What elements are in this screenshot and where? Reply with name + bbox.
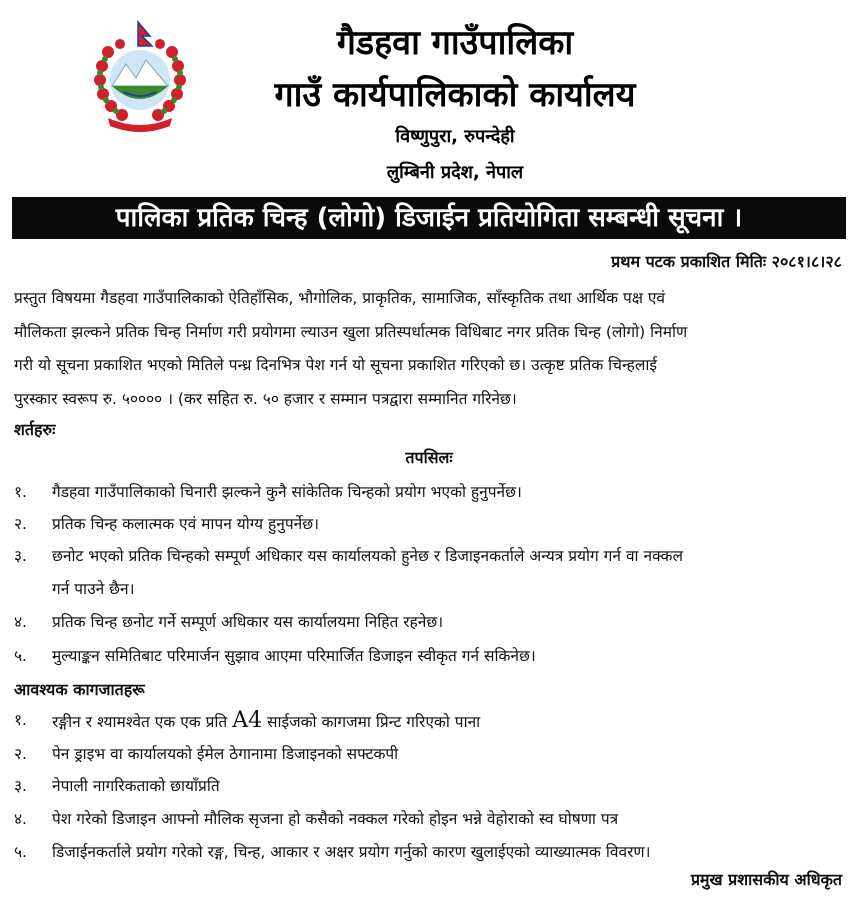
notice-title-banner: पालिका प्रतिक चिन्ह (लोगो) डिजाईन प्रतियोगिता सम्बन्धी सूचना ।: [12, 197, 846, 239]
paper-size: A4: [232, 708, 263, 733]
list-number: ३.: [14, 777, 27, 795]
list-number: १.: [14, 483, 27, 501]
intro-line: मौलिकता झल्कने प्रतिक चिन्ह निर्माण गरी प्रयोगमा ल्याउन खुला प्रतिस्पर्धात्मक विधिबाट नगर प्रतिक चिन्ह (लोगो) निर्माण: [14, 322, 688, 341]
document-text-part: साईजको कागजमा प्रिन्ट गरिएको पाना: [262, 713, 481, 731]
condition-text-continued: गर्न पाउने छैन।: [52, 580, 135, 598]
condition-text: प्रतिक चिन्ह छनोट गर्ने सम्पूर्ण अधिकार यस कार्यालयमा निहित रहनेछ।: [52, 613, 444, 631]
document-text: [52, 704, 844, 739]
office-name: गाउँ कार्यपालिकाको कार्यालय: [274, 75, 636, 115]
document-text: डिजाईनकर्ताले प्रयोग गरेको रङ्ग, चिन्ह, आकार र अक्षर प्रयोग गर्नुको कारण खुलाईएको व्याख्यात्मक विवरण।: [52, 843, 651, 861]
intro-paragraph: [14, 282, 844, 416]
intro-line: गरी यो सूचना प्रकाशित भएको मितिले पन्ध्र दिनभित्र पेश गर्न यो सूचना प्रकाशित गरिएको छ। उत्कृष्ट प्रतिक चिन्हलाई: [14, 356, 658, 374]
condition-text: छनोट भएको प्रतिक चिन्हको सम्पूर्ण अधिकार यस कार्यालयको हुनेछ र डिजाइनकर्ताले अन्यत्र प्रयोग गर्न वा नक्कल: [52, 547, 683, 565]
signature-title: प्रमुख प्रशासकीय अधिकृत: [690, 870, 842, 889]
condition-text: प्रतिक चिन्ह कलात्मक एवं मापन योग्य हुनुपर्नेछ।: [52, 515, 320, 533]
condition-text: मुल्याङ्कन समितिबाट परिमार्जन सुझाव आएमा परिमार्जित डिजाइन स्वीकृत गर्न सकिनेछ।: [52, 647, 536, 665]
documents-heading: आवश्यक कागजातहरू: [14, 680, 145, 699]
province-country: लुम्बिनी प्रदेश, नेपाल: [386, 162, 524, 183]
tapasil-heading: तपसिलः: [405, 448, 453, 467]
conditions-heading: शर्तहरुः: [14, 420, 56, 439]
list-number: १.: [14, 711, 27, 729]
intro-line: पुरस्कार स्वरूप रु. ५०००० । (कर सहित रु. ५० हजार र सम्मान पत्रद्वारा सम्मानित गरिनेछ।: [14, 389, 517, 408]
list-number: ४.: [14, 810, 27, 828]
list-number: २.: [14, 515, 27, 533]
document-text: पेश गरेको डिजाइन आफ्नो मौलिक सृजना हो कसैको नक्कल गरेको होइन भन्ने वेहोराको स्व घोषणा पत्र: [52, 810, 619, 828]
list-number: ४.: [14, 613, 27, 631]
document-text: पेन ड्राइभ वा कार्यालयको ईमेल ठेगानामा डिजाइनको सफ्टकपी: [52, 745, 399, 763]
government-emblem-icon: [94, 20, 186, 132]
list-number: ५.: [14, 843, 27, 861]
document-text: नेपाली नागरिकताको छायाँप्रति: [52, 777, 220, 795]
municipality-name: गैडहवा गाउँपालिका: [336, 23, 574, 63]
condition-text: गैडहवा गाउँपालिकाको चिनारी झल्कने कुनै सांकेतिक चिन्हको प्रयोग भएको हुनुपर्नेछ।: [52, 483, 522, 501]
published-date: प्रथम पटक प्रकाशित मितिः २०८१।८।२८: [611, 252, 842, 271]
list-number: ३.: [14, 547, 27, 565]
condition-item: [14, 540, 844, 606]
intro-line: प्रस्तुत विषयमा गैडहवा गाउँपालिकाको ऐतिहाँसिक, भौगोलिक, प्राकृतिक, सामाजिक, साँस्कृतिक तथा आर्थिक पक्ष एवं: [14, 289, 666, 307]
list-number: २.: [14, 745, 27, 763]
office-address: विष्णुपुरा, रुपन्देही: [395, 126, 515, 147]
document-text-part: रङ्गीन र श्यामश्वेत एक एक प्रति: [52, 713, 233, 731]
list-number: ५.: [14, 647, 27, 665]
